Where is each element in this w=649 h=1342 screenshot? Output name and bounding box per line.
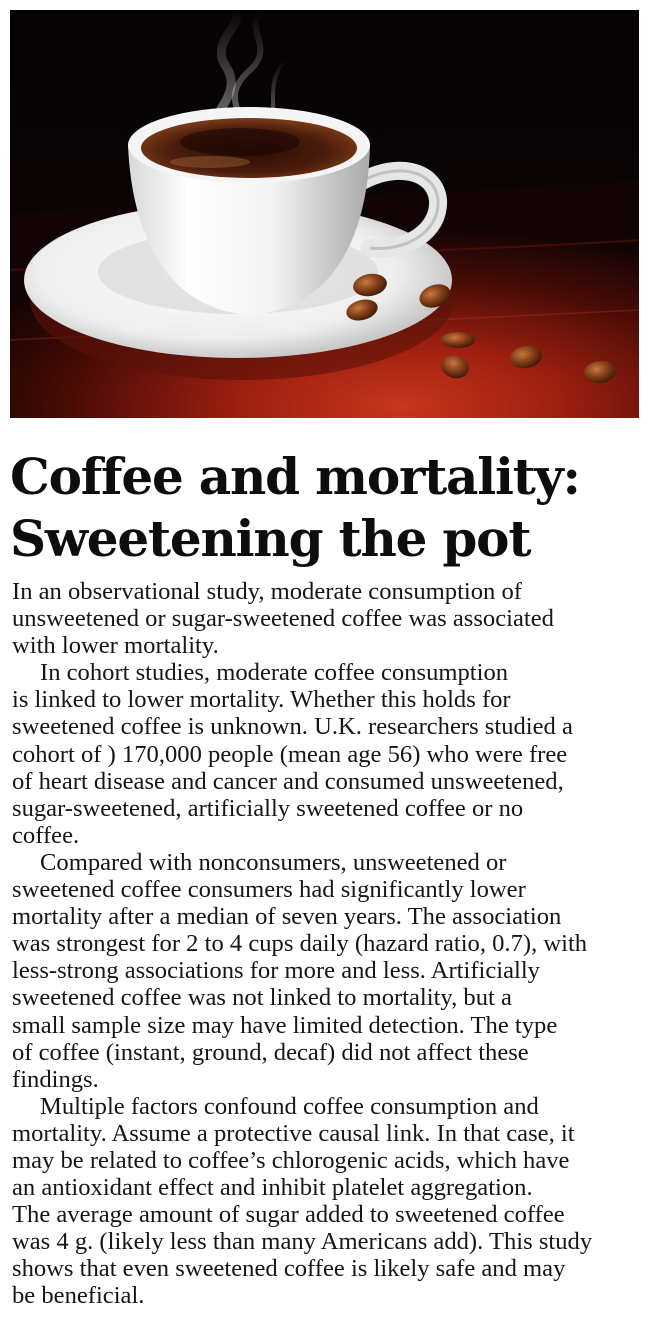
text-line: was strongest for 2 to 4 cups daily (hazard ratio, 0.7), with [12, 930, 588, 958]
text-line: less-strong associations for more and less. Artificially [12, 957, 540, 985]
headline-line-2: Sweetening the pot [10, 509, 531, 568]
text-line: mortality after a median of seven years. The association [12, 903, 562, 931]
paragraph-summary [12, 578, 640, 659]
text-line: findings. [12, 1065, 99, 1093]
text-line: shows that even sweetened coffee is likely safe and may [12, 1255, 566, 1283]
headline-line-1: Coffee and mortality: [10, 447, 580, 506]
paragraph-background [12, 659, 640, 849]
coffee-cup-illustration [10, 10, 639, 418]
text-line: was 4 g. (likely less than many Americans add). This study [12, 1228, 593, 1256]
text-line: sweetened coffee was not linked to mortality, but a [12, 984, 512, 1012]
text-line: be beneficial. [12, 1282, 145, 1310]
text-line: sweetened coffee consumers had significantly lower [12, 876, 526, 904]
text-line: of heart disease and cancer and consumed unsweetened, [12, 767, 564, 795]
article-headline [10, 446, 640, 570]
text-line: In cohort studies, moderate coffee consumption [40, 659, 509, 687]
text-line: Multiple factors confound coffee consumption and [40, 1092, 539, 1120]
text-line: coffee. [12, 821, 80, 849]
text-line: an antioxidant effect and inhibit platelet aggregation. [12, 1174, 533, 1202]
article-body [12, 578, 640, 1310]
paragraph-results [12, 849, 640, 1093]
text-line: small sample size may have limited detection. The type [12, 1011, 558, 1039]
paragraph-comment [12, 1093, 640, 1310]
text-line: The average amount of sugar added to sweetened coffee [12, 1201, 565, 1229]
text-line: sweetened coffee is unknown. U.K. researchers studied a [12, 713, 573, 741]
text-line: In an observational study, moderate consumption of [12, 578, 522, 605]
text-line: with lower mortality. [12, 632, 219, 660]
text-line: is linked to lower mortality. Whether this holds for [12, 686, 511, 714]
text-line: of coffee (instant, ground, decaf) did not affect these [12, 1038, 529, 1066]
text-line: cohort of ) 170,000 people (mean age 56) who were free [12, 740, 568, 768]
text-line: may be related to coffee’s chlorogenic acids, which have [12, 1146, 570, 1174]
text-line: mortality. Assume a protective causal link. In that case, it [12, 1119, 575, 1147]
text-line: sugar-sweetened, artificially sweetened coffee or no [12, 794, 524, 822]
coffee-cup-photo [10, 10, 639, 418]
text-line: unsweetened or sugar-sweetened coffee was associated [12, 605, 554, 633]
text-line: Compared with nonconsumers, unsweetened or [40, 848, 507, 876]
